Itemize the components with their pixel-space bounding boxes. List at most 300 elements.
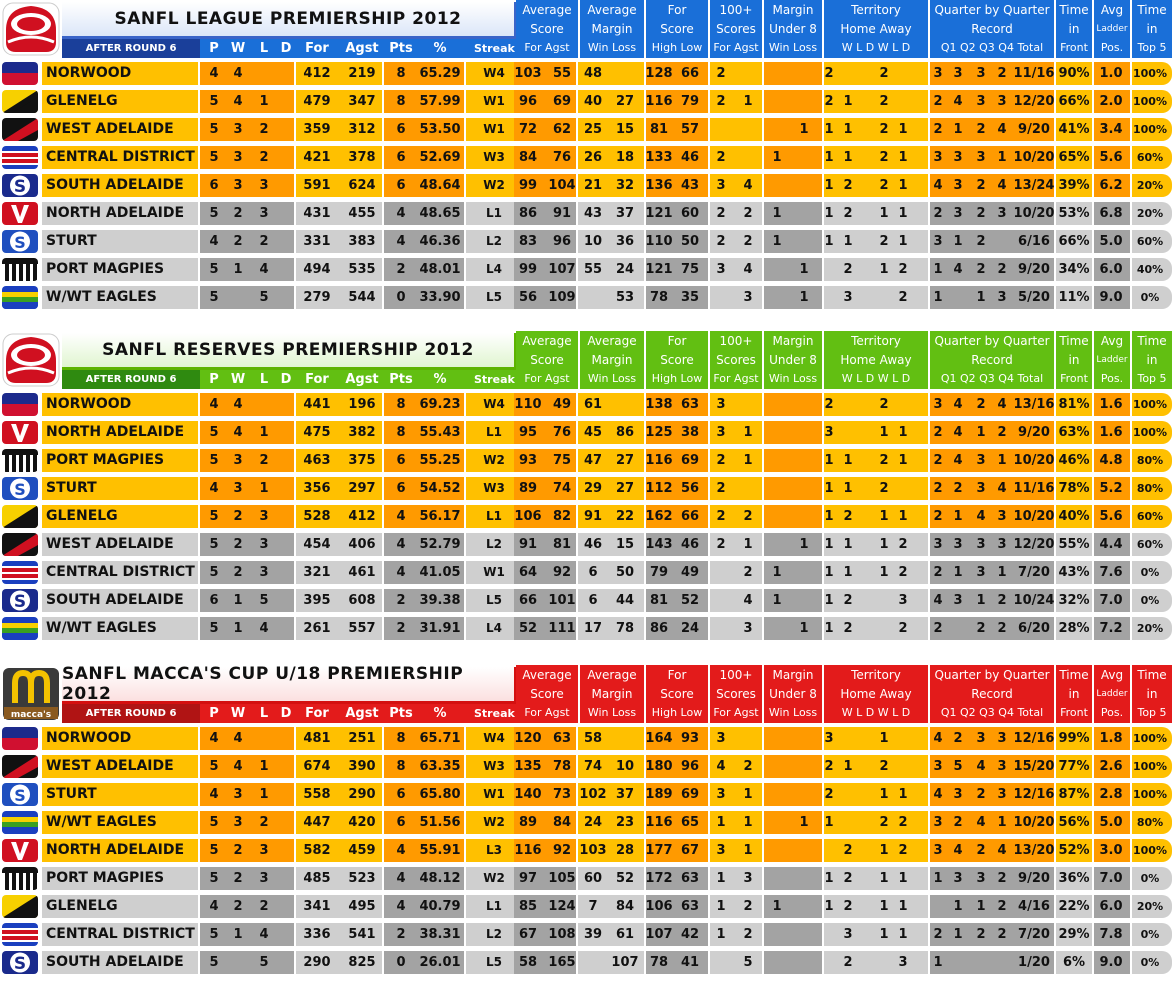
stat-cell: 3 [953, 206, 963, 221]
stat-cell: 164 [645, 731, 673, 746]
sanfl-logo [2, 2, 60, 56]
stat-cell: 3 [997, 759, 1007, 774]
stat-cell: 2 [843, 621, 853, 636]
stat-cell: 162 [645, 509, 673, 524]
group-line-1: Average [587, 334, 637, 348]
stat-cell: 6 [588, 565, 598, 580]
stat-cell: 544 [348, 290, 376, 305]
stat-cell: 5 [259, 290, 269, 305]
round-label: AFTER ROUND 6 [62, 370, 200, 389]
stat-cell: 1 [824, 150, 834, 165]
stat-cell: 0% [1140, 566, 1160, 579]
stat-cell: 55.91 [419, 843, 461, 858]
stat-cell: 4 [396, 565, 406, 580]
stat-cell: 48.12 [419, 871, 461, 886]
stat-cell: 5 [209, 815, 219, 830]
stat-cell: 9/20 [1018, 425, 1050, 440]
stat-cell: 52 [518, 621, 538, 636]
stat-cell: 15/20 [1013, 759, 1055, 774]
stat-cell: 1 [799, 537, 809, 552]
stat-cell: 1 [716, 871, 726, 886]
stat-cell: 528 [303, 509, 331, 524]
stat-cell: 624 [348, 178, 376, 193]
stat-cell: 4 [233, 66, 243, 81]
stat-cell: 6 [396, 481, 406, 496]
stat-cell: 2 [976, 927, 986, 942]
stat-group-header [1056, 0, 1092, 58]
stat-cell: 8 [396, 759, 406, 774]
stat-cell: 82 [552, 509, 572, 524]
stat-cell: 4 [997, 178, 1007, 193]
stat-cell: 76 [552, 150, 572, 165]
stat-cell: 17 [583, 621, 603, 636]
stat-cell: 75 [552, 453, 572, 468]
svg-text:S: S [14, 233, 26, 252]
stat-cell: L2 [486, 927, 502, 941]
stat-cell: W1 [483, 787, 505, 801]
stat-cell: 55 [583, 262, 603, 277]
stat-cell: 2 [716, 481, 726, 496]
table-row [0, 391, 1174, 416]
stat-cell: 5/20 [1018, 290, 1050, 305]
stat-cell: 3 [933, 234, 943, 249]
stat-cell: 165 [548, 955, 576, 970]
stat-cell: 60% [1136, 538, 1164, 551]
stat-cell: 26 [583, 150, 603, 165]
stat-cell: 2 [259, 453, 269, 468]
stat-cell: 3 [953, 178, 963, 193]
stat-cell: 15 [615, 537, 635, 552]
column-header-pts: Pts [389, 706, 413, 721]
stat-cell: 172 [645, 871, 673, 886]
stat-cell: 65.29 [419, 66, 461, 81]
stat-cell: L4 [486, 262, 502, 276]
team-name: STURT [42, 230, 198, 253]
stat-cell: 5 [743, 955, 753, 970]
stat-cell: 1 [997, 150, 1007, 165]
stat-cell: 49 [680, 565, 700, 580]
stat-cell: 459 [348, 843, 376, 858]
stat-cell: 47 [583, 453, 603, 468]
stat-cell: 5.2 [1099, 481, 1123, 496]
stat-cell: W3 [483, 150, 505, 164]
stat-cell: 96 [518, 94, 538, 109]
stat-cell: 8 [396, 66, 406, 81]
stat-cell: 9.0 [1099, 290, 1123, 305]
stat-cell: 81 [649, 122, 669, 137]
column-header-d: D [280, 41, 292, 56]
stat-cell: 40.79 [419, 899, 461, 914]
team-name: NORTH ADELAIDE [42, 839, 198, 862]
team-name: PORT MAGPIES [42, 449, 198, 472]
group-line-2: in [1146, 353, 1158, 367]
stat-cell: 6 [396, 815, 406, 830]
stat-cell: 2 [824, 397, 834, 412]
stat-cell: 11/16 [1013, 66, 1055, 81]
stat-cell: 4 [953, 262, 963, 277]
stat-cell: 116 [645, 453, 673, 468]
group-line-2: Score [530, 353, 564, 367]
stat-cell: 91 [583, 509, 603, 524]
stat-cell: 3 [898, 955, 908, 970]
stat-cell: 44 [615, 593, 635, 608]
column-header-l: L [259, 706, 269, 721]
stat-cell: 4 [233, 425, 243, 440]
stat-cell: 4 [953, 425, 963, 440]
stat-cell: W2 [483, 815, 505, 829]
stat-cell: 523 [348, 871, 376, 886]
stat-cell: 1 [824, 509, 834, 524]
stat-cell: 485 [303, 871, 331, 886]
stat-cell: 4 [976, 509, 986, 524]
group-line-1: Quarter by Quarter [934, 334, 1050, 348]
column-header-bar [200, 704, 516, 723]
stat-cell: 1 [879, 537, 889, 552]
stat-cell: 41.05 [419, 565, 461, 580]
group-line-3: Q1 Q2 Q3 Q4 Total [940, 41, 1044, 54]
stat-cell: 2 [976, 206, 986, 221]
stat-cell: L5 [486, 955, 502, 969]
stat-cell: 53.50 [419, 122, 461, 137]
stat-cell: 3 [933, 815, 943, 830]
stat-cell: 40% [1058, 509, 1090, 524]
group-line-2: Score [530, 687, 564, 701]
group-line-1: For [667, 668, 687, 682]
stat-cell: 4 [953, 843, 963, 858]
team-name: W/WT EAGLES [42, 811, 198, 834]
stat-cell: 121 [645, 262, 673, 277]
stat-cell: 6 [396, 178, 406, 193]
round-label: AFTER ROUND 6 [62, 39, 200, 58]
stat-cell: 100% [1133, 67, 1167, 80]
group-line-3: Top 5 [1137, 372, 1167, 385]
stat-cell: 1 [259, 787, 269, 802]
stat-cell: 80% [1136, 816, 1164, 829]
stat-cell: 3 [976, 871, 986, 886]
stat-cell: 91 [552, 206, 572, 221]
stat-cell: 494 [303, 262, 331, 277]
stat-cell: 1 [879, 927, 889, 942]
stat-cell: 3.4 [1099, 122, 1123, 137]
stat-cell: 2 [898, 290, 908, 305]
stat-cell: 1 [953, 899, 963, 914]
stat-cell: 2 [716, 94, 726, 109]
stat-cell: 3 [997, 290, 1007, 305]
stat-cell: W1 [483, 565, 505, 579]
stat-cell: 1 [879, 731, 889, 746]
stat-cell: 46 [680, 537, 700, 552]
stat-cell: L3 [486, 843, 502, 857]
stat-cell: 3 [824, 425, 834, 440]
stat-cell: W2 [483, 178, 505, 192]
stat-cell: 10/24 [1013, 593, 1055, 608]
stat-cell: 48 [583, 66, 603, 81]
stat-cell: 143 [645, 537, 673, 552]
group-line-2: Ladder [1096, 689, 1128, 699]
stat-cell: 2 [976, 787, 986, 802]
group-line-1: Average [522, 668, 572, 682]
stat-cell: 100% [1133, 844, 1167, 857]
table-row [0, 200, 1174, 225]
stat-cell: 189 [645, 787, 673, 802]
stat-cell: 1 [799, 262, 809, 277]
stat-cell: 1 [824, 815, 834, 830]
stat-cell: 133 [645, 150, 673, 165]
stat-cell: 3 [933, 150, 943, 165]
stat-cell: 1 [259, 759, 269, 774]
group-line-1: 100+ [719, 668, 753, 682]
stat-cell: 1.0 [1099, 66, 1123, 81]
stat-cell: W2 [483, 871, 505, 885]
group-line-2: in [1146, 22, 1158, 36]
stat-cell: 4 [396, 234, 406, 249]
stat-cell: 6/16 [1018, 234, 1050, 249]
group-line-2: Home Away [840, 353, 912, 367]
group-line-1: For [667, 3, 687, 17]
stat-cell: 99 [518, 178, 538, 193]
stat-group-header [580, 331, 644, 389]
stat-cell: 2 [898, 262, 908, 277]
stat-cell: 5.6 [1099, 509, 1123, 524]
stat-cell: 63 [680, 899, 700, 914]
stat-cell: 378 [348, 150, 376, 165]
stat-cell: 8 [396, 425, 406, 440]
stat-cell: 2 [259, 899, 269, 914]
stat-cell: 66% [1058, 234, 1090, 249]
south-adelaide-icon [2, 174, 38, 197]
stat-cell: 0% [1140, 594, 1160, 607]
stat-cell: 65% [1058, 150, 1090, 165]
stat-cell: 2 [716, 537, 726, 552]
team-name: GLENELG [42, 505, 198, 528]
stat-cell: 43 [583, 206, 603, 221]
svg-text:S: S [13, 592, 27, 612]
stat-cell: 2 [898, 843, 908, 858]
stat-cell: 107 [611, 955, 639, 970]
stat-cell: 80% [1136, 454, 1164, 467]
stat-cell: 1 [799, 122, 809, 137]
stat-cell: 7.8 [1099, 927, 1123, 942]
stat-cell: 1 [879, 787, 889, 802]
group-line-1: Territory [851, 334, 901, 348]
stat-cell: 4 [233, 397, 243, 412]
stat-cell: 4 [209, 899, 219, 914]
stat-cell: 36 [615, 234, 635, 249]
premiership-table [0, 331, 1174, 643]
stat-cell: 10 [615, 759, 635, 774]
stat-cell: 5 [209, 453, 219, 468]
stat-cell: 5 [209, 262, 219, 277]
stat-cell: 463 [303, 453, 331, 468]
stat-cell: L1 [486, 509, 502, 523]
wwt-eagles-icon [2, 811, 38, 834]
stat-cell: 3 [976, 481, 986, 496]
stat-cell: 58 [518, 955, 538, 970]
stat-cell: 78 [615, 621, 635, 636]
stat-cell: 3 [716, 262, 726, 277]
stat-group-header [930, 331, 1054, 389]
west-adelaide-icon [2, 755, 38, 778]
stat-cell: 3 [824, 731, 834, 746]
stat-cell: 1 [879, 843, 889, 858]
stat-cell: W1 [483, 94, 505, 108]
stat-cell: 2 [898, 815, 908, 830]
svg-text:S: S [14, 786, 26, 805]
stat-cell: 591 [303, 178, 331, 193]
stat-group-header [764, 0, 822, 58]
table-row [0, 116, 1174, 141]
stat-cell: 475 [303, 425, 331, 440]
stat-cell: 5 [209, 537, 219, 552]
stat-cell: 3.0 [1099, 843, 1123, 858]
stat-cell: 5.0 [1099, 234, 1123, 249]
team-name: NORWOOD [42, 727, 198, 750]
stat-cell: 2 [743, 927, 753, 942]
stat-cell: 78 [649, 955, 669, 970]
stat-cell: 10/20 [1013, 150, 1055, 165]
glenelg-icon [2, 505, 38, 528]
stat-cell: 2 [233, 509, 243, 524]
group-line-3: Top 5 [1137, 41, 1167, 54]
team-name: W/WT EAGLES [42, 617, 198, 640]
stat-cell: 62 [552, 122, 572, 137]
stat-cell: 5 [259, 955, 269, 970]
stat-cell: 66% [1058, 94, 1090, 109]
stat-cell: 1 [898, 453, 908, 468]
stat-cell: 100% [1133, 788, 1167, 801]
stat-cell: 2 [997, 871, 1007, 886]
stat-cell: 41% [1058, 122, 1090, 137]
group-line-3: Win Loss [768, 706, 818, 719]
stat-cell: 2 [933, 927, 943, 942]
stat-cell: 558 [303, 787, 331, 802]
stat-cell: 5 [209, 150, 219, 165]
group-line-1: Territory [851, 3, 901, 17]
port-magpies-icon [2, 258, 38, 281]
stat-cell: 15 [615, 122, 635, 137]
team-name: WEST ADELAIDE [42, 533, 198, 556]
table-row [0, 837, 1174, 862]
column-header-p: P [209, 372, 219, 387]
team-name: NORWOOD [42, 62, 198, 85]
stat-cell: 2 [976, 621, 986, 636]
stat-cell: 2 [259, 150, 269, 165]
stat-cell: 81 [552, 537, 572, 552]
team-name: SOUTH ADELAIDE [42, 951, 198, 974]
stat-cell: 1.6 [1099, 397, 1123, 412]
stat-cell: 4 [997, 481, 1007, 496]
stat-cell: 20% [1136, 207, 1164, 220]
stat-cell: 121 [645, 206, 673, 221]
stat-cell: 3 [933, 66, 943, 81]
stat-cell: L2 [486, 234, 502, 248]
stat-cell: 124 [548, 899, 576, 914]
team-name: SOUTH ADELAIDE [42, 589, 198, 612]
stat-cell: 5 [209, 621, 219, 636]
stat-cell: 2 [898, 621, 908, 636]
table-row [0, 725, 1174, 750]
stat-cell: 4 [743, 593, 753, 608]
team-name: WEST ADELAIDE [42, 118, 198, 141]
stat-cell: 3 [976, 453, 986, 468]
stat-group-header [764, 331, 822, 389]
group-line-3: Q1 Q2 Q3 Q4 Total [940, 372, 1044, 385]
stat-cell: 420 [348, 815, 376, 830]
stat-cell: 2 [976, 397, 986, 412]
stat-cell: 54.52 [419, 481, 461, 496]
stat-cell: 2 [716, 150, 726, 165]
stat-cell: 24 [680, 621, 700, 636]
group-line-1: Average [587, 668, 637, 682]
stat-cell: 100% [1133, 95, 1167, 108]
stat-cell: 2 [743, 234, 753, 249]
stat-cell: 2 [743, 899, 753, 914]
stat-cell: 3 [259, 537, 269, 552]
stat-cell: 2 [997, 262, 1007, 277]
group-line-3: W L D W L D [841, 41, 911, 54]
stat-cell: 7/20 [1018, 927, 1050, 942]
column-header-for: For [305, 372, 329, 387]
stat-cell: 2 [879, 150, 889, 165]
stat-cell: 1 [976, 593, 986, 608]
stat-cell: L1 [486, 899, 502, 913]
stat-cell: 49 [552, 397, 572, 412]
stat-cell: 3 [259, 178, 269, 193]
column-header-bar [200, 39, 516, 58]
stat-cell: 3 [997, 537, 1007, 552]
column-header-d: D [280, 706, 292, 721]
stat-cell: 481 [303, 731, 331, 746]
stat-cell: 421 [303, 150, 331, 165]
stat-cell: 63% [1058, 425, 1090, 440]
group-line-3: Pos. [1100, 706, 1124, 719]
stat-group-header [930, 0, 1054, 58]
stat-cell: W4 [483, 731, 505, 745]
stat-cell: 50 [615, 565, 635, 580]
stat-cell: 4 [396, 843, 406, 858]
stat-cell: 45 [583, 425, 603, 440]
stat-cell: 7.6 [1099, 565, 1123, 580]
group-line-3: Front [1060, 41, 1088, 54]
column-header-l: L [259, 372, 269, 387]
column-header-streak: Streak [474, 373, 515, 386]
stat-cell: 3 [898, 593, 908, 608]
stat-cell: 5 [209, 843, 219, 858]
group-line-1: Avg [1100, 668, 1124, 682]
stat-cell: 4 [259, 621, 269, 636]
group-line-1: 100+ [719, 3, 753, 17]
group-line-3: Front [1060, 372, 1088, 385]
stat-cell: 2.8 [1099, 787, 1123, 802]
stat-cell: 81 [649, 593, 669, 608]
stat-cell: 3 [953, 66, 963, 81]
stat-cell: 42 [680, 927, 700, 942]
stat-cell: 65.80 [419, 787, 461, 802]
stat-group-header [1094, 0, 1130, 58]
stat-cell: 11/16 [1013, 481, 1055, 496]
stat-cell: 4 [976, 759, 986, 774]
stat-cell: W4 [483, 397, 505, 411]
stat-cell: 1 [824, 234, 834, 249]
stat-cell: 74 [552, 481, 572, 496]
group-line-3: For Agst [713, 706, 759, 719]
stat-cell: 177 [645, 843, 673, 858]
table-row [0, 559, 1174, 584]
stat-cell: 52.79 [419, 537, 461, 552]
stat-cell: 7/20 [1018, 565, 1050, 580]
group-line-2: Score [660, 22, 694, 36]
south-adelaide-icon [2, 589, 38, 612]
